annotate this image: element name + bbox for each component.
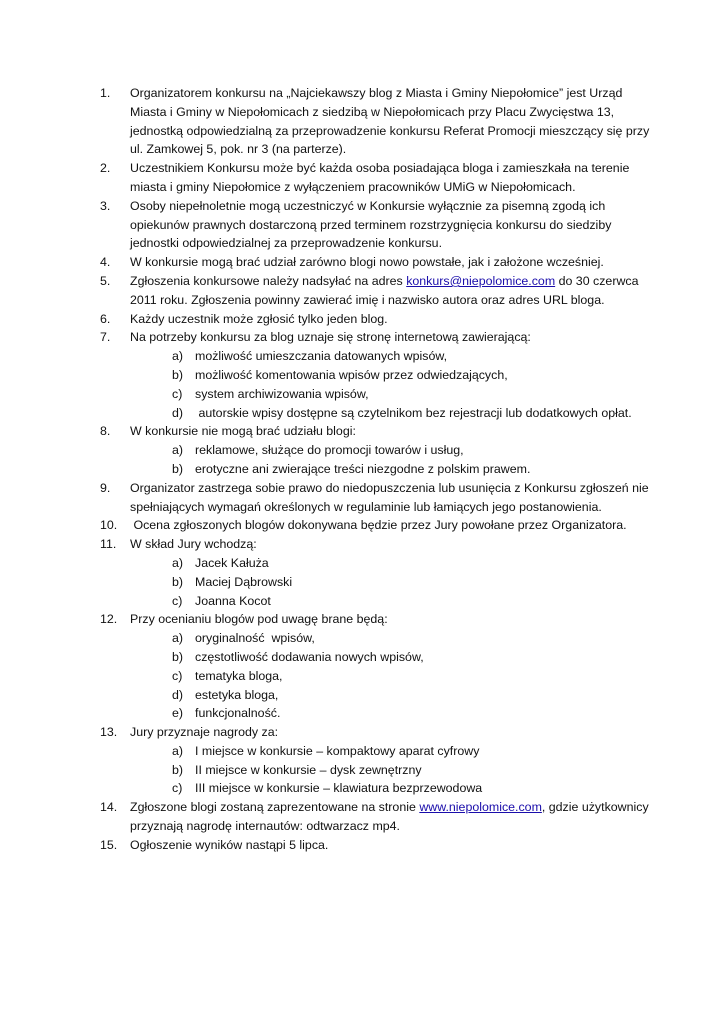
sub-item-text: reklamowe, służące do promocji towarów i usług,: [195, 443, 464, 458]
sub-item-letter: b): [172, 367, 184, 382]
rule-number: 9.: [100, 480, 111, 495]
rule-item: [100, 159, 655, 197]
sub-item: [100, 742, 655, 761]
rule-text: [130, 836, 655, 855]
sub-item-text: oryginalność wpisów,: [195, 631, 315, 646]
sub-item-letter: b): [172, 461, 184, 476]
sub-item: [100, 629, 655, 648]
sub-item: [100, 761, 655, 780]
sub-item-letter: c): [172, 668, 183, 683]
sub-item-text: Jacek Kałuża: [195, 555, 269, 570]
sub-item-letter: d): [172, 405, 184, 420]
sub-item: [100, 704, 655, 723]
rule-number: 4.: [100, 255, 111, 270]
sub-item: [100, 648, 655, 667]
rule-text-body: Osoby niepełnoletnie mogą uczestniczyć w Konkursie wyłącznie za pisemną zgodą ich opiekunów prawnych dostarczoną przed terminem rozstrzygnięcia konkursu do siedziby jednostki odpowiedzialnej za przeprowadzenie konkursu.: [130, 198, 615, 251]
sub-item-text: system archiwizowania wpisów,: [195, 386, 369, 401]
rule-text: [130, 310, 655, 329]
rule-number: 13.: [100, 725, 118, 740]
rule-text: [130, 159, 655, 197]
sub-item: [100, 592, 655, 611]
sub-item-text: estetyka bloga,: [195, 687, 279, 702]
rule-item: [100, 516, 655, 535]
sub-item-text: autorskie wpisy dostępne są czytelnikom bez rejestracji lub dodatkowych opłat.: [195, 405, 632, 420]
rule-text: [130, 422, 655, 441]
rule-text: [130, 516, 655, 535]
sub-item-text: III miejsce w konkursie – klawiatura bezprzewodowa: [195, 781, 483, 796]
sub-item-text: II miejsce w konkursie – dysk zewnętrzny: [195, 762, 422, 777]
rule-text-body: Przy ocenianiu blogów pod uwagę brane będą:: [130, 612, 388, 627]
sub-item-text: możliwość komentowania wpisów przez odwiedzających,: [195, 367, 508, 382]
sub-item-text: tematyka bloga,: [195, 668, 283, 683]
rule-text-body: W konkursie mogą brać udział zarówno blogi nowo powstałe, jak i założone wcześniej.: [130, 255, 604, 270]
rule-item: [100, 310, 655, 329]
rule-number: 15.: [100, 837, 118, 852]
sub-item-text: Maciej Dąbrowski: [195, 574, 293, 589]
rule-text: [130, 84, 655, 159]
sub-item: [100, 460, 655, 479]
sub-item-letter: d): [172, 687, 184, 702]
rule-item: [100, 197, 655, 253]
rule-text-body: Organizatorem konkursu na „Najciekawszy blog z Miasta i Gminy Niepołomice” jest Urząd Miasta i Gminy w Niepołomicach z siedzibą w Niepołomicach przy Placu Zwycięstwa 13, jednostką odpowiedzialną za przeprowadzenie konkursu Referat Promocji mieszczący się przy ul. Zamkowej 5, pok. nr 3 (na parterze).: [130, 86, 653, 157]
rule-text-before-link: Zgłoszenia konkursowe należy nadsyłać na adres: [130, 273, 407, 288]
rule-text-body: Ocena zgłoszonych blogów dokonywana będzie przez Jury powołane przez Organizatora.: [130, 518, 627, 533]
rule-number: 10.: [100, 518, 118, 533]
rule-number: 6.: [100, 311, 111, 326]
sub-item: [100, 366, 655, 385]
sub-item: [100, 686, 655, 705]
rule-item: [100, 798, 655, 836]
rule-item: [100, 610, 655, 629]
sub-item-letter: c): [172, 386, 183, 401]
sub-item: [100, 404, 655, 423]
rule-item: [100, 328, 655, 347]
sub-item-letter: a): [172, 349, 184, 364]
rule-item: [100, 253, 655, 272]
sub-item-text: Joanna Kocot: [195, 593, 271, 608]
sub-item-letter: a): [172, 443, 184, 458]
rule-item: [100, 723, 655, 742]
sub-item-letter: c): [172, 781, 183, 796]
rule-text: [130, 479, 655, 517]
sub-item-letter: a): [172, 631, 184, 646]
rule-text: [130, 535, 655, 554]
sub-item-text: funkcjonalność.: [195, 706, 281, 721]
sub-item-letter: a): [172, 743, 184, 758]
rule-text: [130, 328, 655, 347]
rule-item: [100, 422, 655, 441]
sub-item-letter: c): [172, 593, 183, 608]
rule-text: [130, 197, 655, 253]
rule-number: 14.: [100, 800, 118, 815]
rule-link[interactable]: www.niepolomice.com: [419, 800, 542, 815]
sub-item: [100, 779, 655, 798]
rule-text-body: Organizator zastrzega sobie prawo do niedopuszczenia lub usunięcia z Konkursu zgłoszeń nie spełniających wymagań określonych w regulaminie lub łamiących jego postanowienia.: [130, 480, 653, 514]
rule-item: [100, 535, 655, 554]
rule-item: [100, 479, 655, 517]
rule-text: [130, 723, 655, 742]
rule-text: [130, 253, 655, 272]
rule-text-before-link: Zgłoszone blogi zostaną zaprezentowane na stronie: [130, 800, 420, 815]
sub-item: [100, 667, 655, 686]
rule-number: 3.: [100, 198, 111, 213]
rule-text-body: Jury przyznaje nagrody za:: [130, 725, 279, 740]
rule-text-after-link: , gdzie użytkownicy przyznają nagrodę internautów: odtwarzacz mp4.: [130, 800, 649, 834]
sub-item-letter: b): [172, 574, 184, 589]
sub-item-text: częstotliwość dodawania nowych wpisów,: [195, 649, 424, 664]
rule-text-body: Każdy uczestnik może zgłosić tylko jeden blog.: [130, 311, 388, 326]
sub-item: [100, 385, 655, 404]
rule-text: [130, 610, 655, 629]
sub-item-letter: e): [172, 706, 184, 721]
rule-text-after-link: do 30 czerwca 2011 roku. Zgłoszenia powinny zawierać imię i nazwisko autora oraz adres URL bloga.: [130, 273, 639, 307]
rule-number: 2.: [100, 161, 111, 176]
rule-text-body: Na potrzeby konkursu za blog uznaje się stronę internetową zawierającą:: [130, 330, 531, 345]
rule-item: [100, 836, 655, 855]
rule-number: 5.: [100, 273, 111, 288]
rule-text-body: W konkursie nie mogą brać udziału blogi:: [130, 424, 356, 439]
rule-item: [100, 84, 655, 159]
rule-text-body: Uczestnikiem Konkursu może być każda osoba posiadająca bloga i zamieszkała na terenie miasta i gminy Niepołomice z wyłączeniem pracowników UMiG w Niepołomicach.: [130, 161, 633, 194]
sub-item-text: erotyczne ani zwierające treści niezgodne z polskim prawem.: [195, 461, 531, 476]
sub-item: [100, 441, 655, 460]
rule-item: [100, 272, 655, 310]
sub-item-text: możliwość umieszczania datowanych wpisów,: [195, 349, 448, 364]
sub-item-letter: b): [172, 649, 184, 664]
sub-item-text: I miejsce w konkursie – kompaktowy aparat cyfrowy: [195, 743, 480, 758]
rule-number: 1.: [100, 86, 111, 100]
sub-item: [100, 347, 655, 366]
sub-item: [100, 554, 655, 573]
rule-number: 8.: [100, 424, 111, 439]
rule-link[interactable]: konkurs@niepolomice.com: [406, 273, 556, 288]
sub-item-letter: a): [172, 555, 184, 570]
rule-text-body: W skład Jury wchodzą:: [130, 537, 257, 552]
rule-text: [130, 798, 655, 836]
rule-number: 11.: [100, 537, 117, 552]
rule-number: 12.: [100, 612, 118, 627]
rules-list: [100, 84, 655, 855]
rule-text-body: Ogłoszenie wyników nastąpi 5 lipca.: [130, 837, 329, 852]
rule-text: [130, 272, 655, 310]
rule-number: 7.: [100, 330, 111, 345]
sub-item-letter: b): [172, 762, 184, 777]
sub-item: [100, 573, 655, 592]
